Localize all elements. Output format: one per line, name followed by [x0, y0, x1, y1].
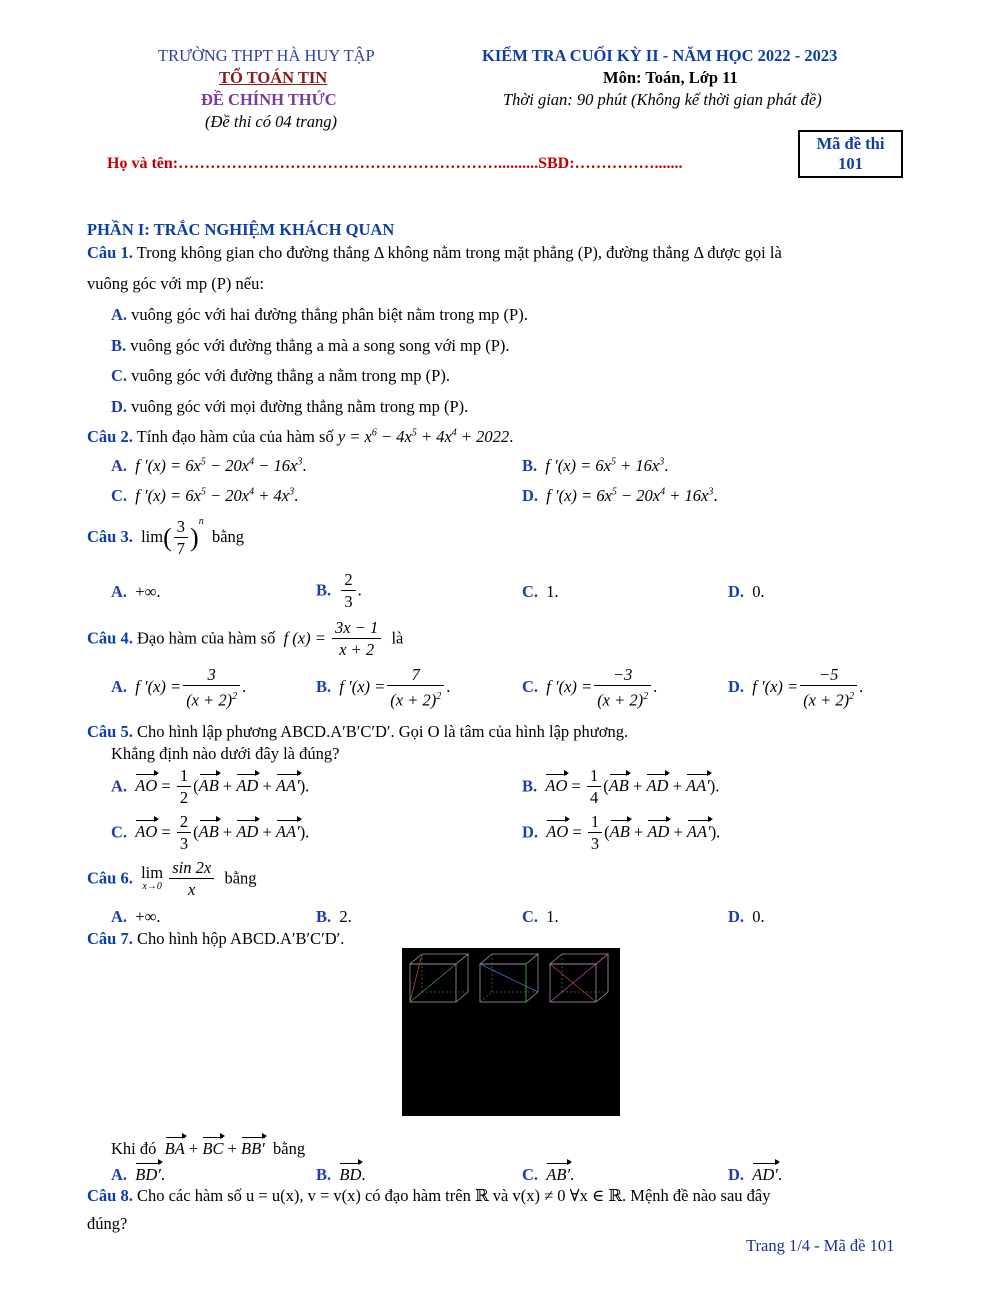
question-1 — [87, 243, 913, 263]
q4-option-b[interactable]: B. f ′(x) = $\frac{7}{(x + 2)^2}$ . — [316, 665, 451, 710]
q2-function: $y = x^6 - 4x^5 + 4x^4 + 2022$ — [337, 427, 510, 446]
q1-option-a[interactable]: A. vuông góc với hai đường thẳng phân biệt nằm trong mp (P). — [111, 305, 528, 324]
page-footer: Trang 1/4 - Mã đề 101 — [746, 1236, 895, 1255]
official-label: ĐỀ CHÍNH THỨC — [201, 90, 337, 109]
q2-option-d[interactable]: D. f $'(x) = 6x^5 - 20x^4 + 16x^3$. — [522, 486, 718, 505]
q2-option-b[interactable]: B. f $'(x) = 6x^5 + 16x^3$. — [522, 456, 669, 475]
q1-option-b[interactable]: B. vuông góc với đường thẳng a mà a song song với mp (P). — [111, 336, 510, 355]
q7-option-c[interactable]: C. AB′. — [522, 1162, 574, 1185]
exam-code-label: Mã đề thi — [816, 134, 885, 153]
q2-option-c[interactable]: C. f $'(x) = 6x^5 - 20x^4 + 4x^3$. — [111, 486, 299, 505]
q1-option-d[interactable]: D. vuông góc với mọi đường thẳng nằm trong mp (P). — [111, 397, 469, 416]
question-1-line2: vuông góc với mp (P) nếu: — [87, 274, 264, 293]
question-5: Câu 5. Cho hình lập phương ABCD.A′B′C′D′. Gọi O là tâm của hình lập phương. — [87, 722, 629, 741]
q6-option-a[interactable]: A. +∞. — [111, 907, 161, 926]
question-2: Câu 2. Tính đạo hàm của của hàm số $y = x^6 - 4x^5 + 4x^4 + 2022$. — [87, 427, 514, 446]
exam-code-value: 101 — [838, 154, 863, 173]
name-sbd-line: Họ và tên:……………………………………………………..........SBD:……………....... — [107, 155, 683, 172]
q3-option-c[interactable]: C. 1. — [522, 582, 559, 601]
parallelepiped-figure — [402, 948, 620, 1116]
pages-note: (Đề thi có 04 trang) — [205, 112, 337, 131]
q6-option-c[interactable]: C. 1. — [522, 907, 559, 926]
question-text: Trong không gian cho đường thẳng Δ không nằm trong mặt phẳng (P), đường thẳng Δ được gọi là — [136, 243, 782, 262]
q5-option-a[interactable]: A. AO = $\frac{1}{2}$ (AB + AD + AA′). — [111, 766, 310, 807]
exam-code-box — [798, 130, 903, 178]
q6-option-d[interactable]: D. 0. — [728, 907, 765, 926]
department-name: TỔ TOÁN TIN — [219, 68, 328, 87]
q4-option-d[interactable]: D. f ′(x) = $\frac{-5}{(x + 2)^2}$ . — [728, 665, 864, 710]
question-4: Câu 4. Đạo hàm của hàm số f (x) = $\frac{3x - 1}{x + 2}$ là — [87, 618, 404, 659]
section-title: PHẦN I: TRẮC NGHIỆM KHÁCH QUAN — [87, 220, 395, 239]
question-8-line2: đúng? — [87, 1214, 128, 1233]
question-6: Câu 6. lim x→0 $\frac{\sin 2x}{x}$ bằng — [87, 858, 257, 899]
question-7: Câu 7. Cho hình hộp ABCD.A′B′C′D′. — [87, 929, 345, 948]
q2-option-a[interactable]: A. f $'(x) = 6x^5 - 20x^4 - 16x^3$. — [111, 456, 307, 475]
q3-option-a[interactable]: A. +∞. — [111, 582, 161, 601]
cubes-diagram — [402, 948, 620, 1116]
q5-option-c[interactable]: C. AO = $\frac{2}{3}$ (AB + AD + AA′). — [111, 812, 310, 853]
question-5-line2: Khẳng định nào dưới đây là đúng? — [111, 744, 340, 763]
question-label: Câu 1. — [87, 243, 133, 262]
subject-line: Môn: Toán, Lớp 11 — [603, 68, 738, 87]
q5-option-b[interactable]: B. AO = $\frac{1}{4}$ (AB + AD + AA′). — [522, 766, 720, 807]
q7-option-d[interactable]: D. AD′. — [728, 1162, 782, 1185]
q7-option-a[interactable]: A. BD′. — [111, 1162, 165, 1185]
q3-option-d[interactable]: D. 0. — [728, 582, 765, 601]
question-8: Câu 8. Cho các hàm số u = u(x), v = v(x) có đạo hàm trên ℝ và v(x) ≠ 0 ∀x ∈ ℝ. Mệnh đề nào sau đây — [87, 1186, 771, 1205]
time-note: Thời gian: 90 phút (Không kể thời gian phát đề) — [503, 90, 822, 109]
q4-option-c[interactable]: C. f ′(x) = $\frac{-3}{(x + 2)^2}$ . — [522, 665, 658, 710]
q5-option-d[interactable]: D. AO = $\frac{1}{3}$ (AB + AD + AA′). — [522, 812, 721, 853]
question-7-expression: Khi đó BA + BC + BB′ bằng — [111, 1136, 305, 1159]
q4-option-a[interactable]: A. f ′(x) = $\frac{3}{(x + 2)^2}$ . — [111, 665, 247, 710]
q6-option-b[interactable]: B. 2. — [316, 907, 352, 926]
q3-option-b[interactable]: B. $\frac{2}{3}$ . — [316, 570, 362, 611]
question-3: Câu 3. lim( $\frac{3}{7}$ )$^n$ bằng — [87, 516, 245, 558]
exam-title: KIỂM TRA CUỐI KỲ II - NĂM HỌC 2022 - 2023 — [482, 46, 838, 65]
school-name: TRƯỜNG THPT HÀ HUY TẬP — [158, 46, 375, 65]
q7-option-b[interactable]: B. BD. — [316, 1162, 366, 1185]
q1-option-c[interactable]: C. vuông góc với đường thẳng a nằm trong mp (P). — [111, 366, 450, 385]
